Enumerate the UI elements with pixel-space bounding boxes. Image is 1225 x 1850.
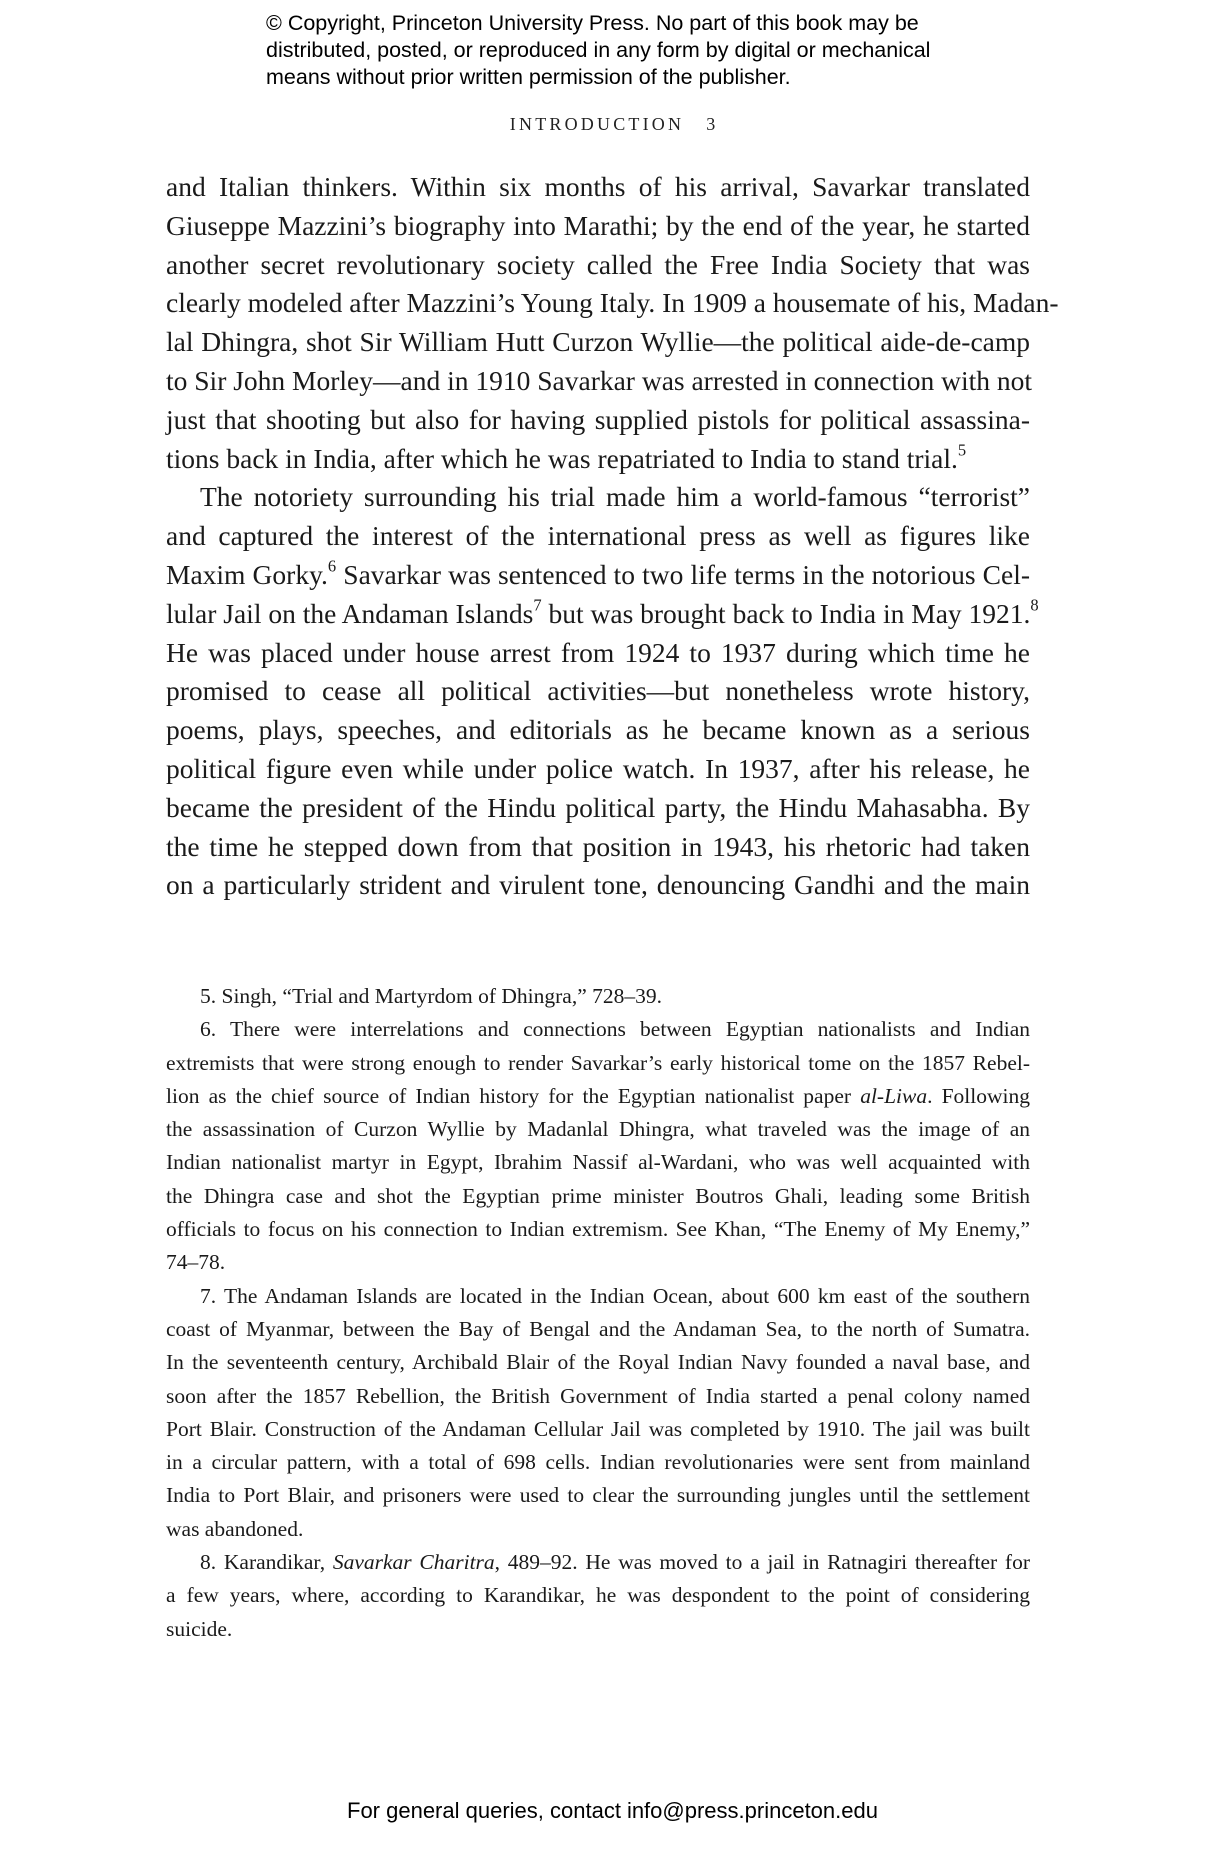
text-segment: lion as the chief source of Indian history for the Egyptian nationalist paper <box>166 1083 861 1108</box>
text-segment: tions back in India, after which he was repatriated to India to stand trial. <box>166 442 958 474</box>
text-line: clearly modeled after Mazzini’s Young Italy. In 1909 a housemate of his, Madan- <box>166 287 1059 319</box>
text-line: He was placed under house arrest from 1924 to 1937 during which time he <box>166 636 1030 668</box>
note-ref[interactable]: 7 <box>533 595 542 615</box>
footnote-line: Indian nationalist martyr in Egypt, Ibrahim Nassif al-Wardani, who was well acquainted with <box>166 1150 1030 1175</box>
copyright-line: distributed, posted, or reproduced in any form by digital or mechanical <box>266 38 931 62</box>
italic-title: Savarkar Charitra <box>332 1550 495 1575</box>
copyright-line: means without prior written permission of the publisher. <box>266 65 791 89</box>
text-line: Giuseppe Mazzini’s biography into Marathi; by the end of the year, he started <box>166 209 1030 241</box>
footnote-line: suicide. <box>166 1616 233 1641</box>
footnote-line: extremists that were strong enough to render Savarkar’s early historical tome on the 1857 Rebel- <box>166 1050 1030 1075</box>
text-line: just that shooting but also for having supplied pistols for political assassina- <box>166 403 1030 435</box>
text-segment: Savarkar was sentenced to two life terms in the notorious Cel- <box>336 558 1031 590</box>
footnote-line: soon after the 1857 Rebellion, the British Government of India started a penal colony named <box>166 1383 1030 1408</box>
footnote-line: a few years, where, according to Karandikar, he was despondent to the point of considering <box>166 1583 1030 1608</box>
running-head <box>0 114 1225 135</box>
text-segment: lular Jail on the Andaman Islands <box>166 597 534 629</box>
footnote-line: 74–78. <box>166 1250 226 1275</box>
footnote-line: Port Blair. Construction of the Andaman Cellular Jail was completed by 1910. The jail was built <box>166 1416 1030 1441</box>
italic-title: al-Liwa <box>860 1083 928 1108</box>
text-line <box>166 556 1030 595</box>
footnote-line <box>166 1080 1030 1113</box>
text-line: The notoriety surrounding his trial made him a world-famous “terrorist” <box>200 481 1030 513</box>
footnote-line: 7. The Andaman Islands are located in the Indian Ocean, about 600 km east of the southern <box>200 1283 1030 1308</box>
footnote-line: India to Port Blair, and prisoners were used to clear the surrounding jungles until the settlement <box>166 1483 1030 1508</box>
footnote-line: in a circular pattern, with a total of 698 cells. Indian revolutionaries were sent from mainland <box>166 1450 1030 1475</box>
note-ref[interactable]: 5 <box>957 440 967 460</box>
footnotes <box>166 980 1030 1646</box>
footnote-line: the Dhingra case and shot the Egyptian prime minister Boutros Ghali, leading some British <box>166 1183 1030 1208</box>
chapter-title: INTRODUCTION <box>509 114 685 134</box>
text-line: lal Dhingra, shot Sir William Hutt Curzon Wyllie—the political aide-de-camp <box>166 326 1030 358</box>
text-segment: , 489–92. He was moved to a jail in Ratnagiri thereafter for <box>494 1550 1030 1575</box>
main-text <box>166 168 1059 905</box>
text-line: to Sir John Morley—and in 1910 Savarkar was arrested in connection with not <box>166 364 1033 396</box>
text-segment: Maxim Gorky. <box>166 558 328 590</box>
note-ref[interactable]: 8 <box>1030 595 1039 615</box>
footnote-line: In the seventeenth century, Archibald Blair of the Royal Indian Navy founded a naval base, and <box>166 1350 1030 1375</box>
contact-email-link[interactable]: info@press.princeton.edu <box>626 1798 878 1823</box>
text-line: the time he stepped down from that position in 1943, his rhetoric had taken <box>166 830 1030 862</box>
text-line: became the president of the Hindu political party, the Hindu Mahasabha. By <box>166 791 1030 823</box>
text-line: another secret revolutionary society called the Free India Society that was <box>166 248 1030 280</box>
footnote-line <box>166 1546 1030 1579</box>
page-number: 3 <box>706 114 716 134</box>
copyright-notice <box>266 10 986 91</box>
footnote-line: officials to focus on his connection to Indian extremism. See Khan, “The Enemy of My Enemy,” <box>166 1217 1030 1242</box>
copyright-line: © Copyright, Princeton University Press. No part of this book may be <box>266 11 919 35</box>
text-segment: but was brought back to India in May 1921. <box>541 597 1031 629</box>
text-line <box>166 595 1039 634</box>
text-segment: 8. Karandikar, <box>200 1550 333 1575</box>
text-line: and captured the interest of the international press as well as figures like <box>166 520 1030 552</box>
page-footer <box>0 1798 1225 1824</box>
text-segment: . Following <box>927 1083 1030 1108</box>
footnote-line: was abandoned. <box>166 1516 304 1541</box>
text-line: on a particularly strident and virulent tone, denouncing Gandhi and the main <box>166 869 1030 901</box>
text-line: and Italian thinkers. Within six months of his arrival, Savarkar translated <box>166 171 1030 202</box>
footnote-line: 6. There were interrelations and connections between Egyptian nationalists and Indian <box>200 1017 1030 1042</box>
note-ref[interactable]: 6 <box>327 556 337 576</box>
text-line: promised to cease all political activities—but nonetheless wrote history, <box>166 675 1030 707</box>
footnote-line: 5. Singh, “Trial and Martyrdom of Dhingra,” 728–39. <box>200 984 662 1008</box>
footer-text: For general queries, contact <box>347 1798 621 1823</box>
text-line <box>166 440 1030 479</box>
footnote-line: coast of Myanmar, between the Bay of Bengal and the Andaman Sea, to the north of Sumatra. <box>166 1316 1030 1341</box>
text-line: political figure even while under police watch. In 1937, after his release, he <box>166 752 1030 784</box>
text-line: poems, plays, speeches, and editorials as he became known as a serious <box>166 714 1030 746</box>
footnote-line: the assassination of Curzon Wyllie by Madanlal Dhingra, what traveled was the image of an <box>166 1117 1030 1142</box>
